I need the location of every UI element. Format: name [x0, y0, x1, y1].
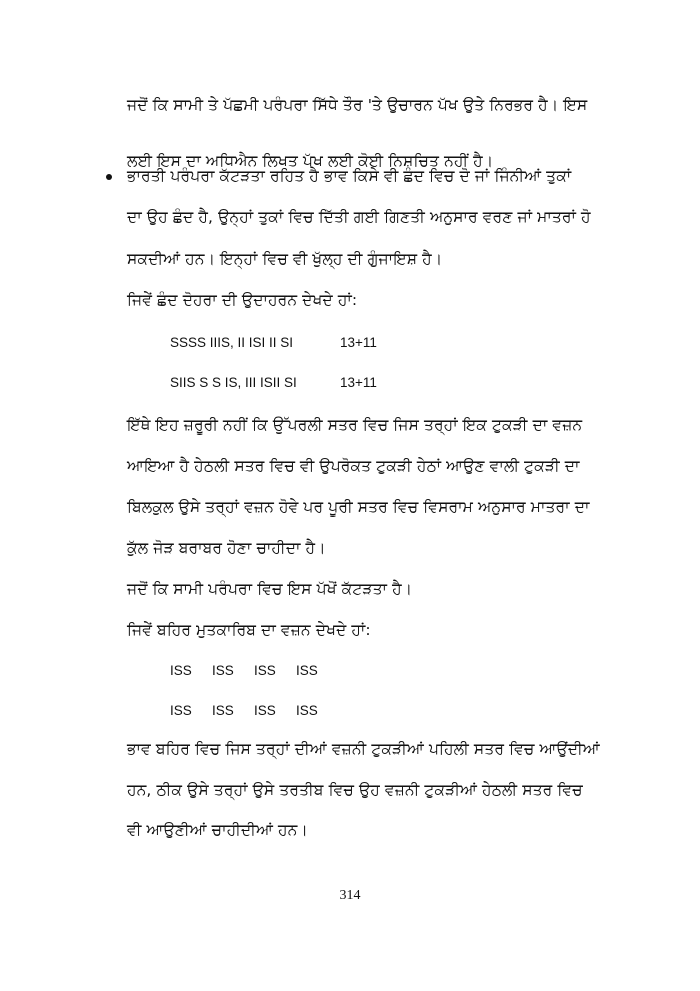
iss-unit: ISS [170, 703, 192, 718]
paragraph-line: ਹਨ, ਠੀਕ ਉਸੇ ਤਰ੍ਹਾਂ ਉਸੇ ਤਰਤੀਬ ਵਿਚ ਉਹ ਵਜ਼ਨੀ ਟੁਕੜੀਆਂ ਹੇਠਲੀ ਸਤਰ ਵਿਚ [127, 781, 583, 799]
example-intro-line: ਜਿਵੇਂ ਛੰਦ ਦੋਹਰਾ ਦੀ ਉਦਾਹਰਨ ਦੇਖਦੇ ਹਾਂ: [127, 291, 358, 309]
doha-scheme-row [170, 334, 377, 352]
mutakarib-row [170, 662, 338, 680]
doha-scheme-row [170, 374, 377, 392]
doha-meter: 13+11 [340, 335, 377, 350]
bullet-icon [106, 174, 112, 180]
paragraph-line: ਭਾਵ ਬਹਿਰ ਵਿਚ ਜਿਸ ਤਰ੍ਹਾਂ ਦੀਆਂ ਵਜ਼ਨੀ ਟੁਕੜੀਆਂ ਪਹਿਲੀ ਸਤਰ ਵਿਚ ਆਉਂਦੀਆਂ [127, 740, 600, 758]
page-number: 314 [339, 888, 361, 903]
iss-unit: ISS [254, 703, 276, 718]
iss-unit: ISS [212, 703, 234, 718]
bullet-item-line: ਸਕਦੀਆਂ ਹਨ। ਇਨ੍ਹਾਂ ਵਿਚ ਵੀ ਖੁੱਲ੍ਹ ਦੀ ਗੁੰਜਾਇਸ਼ ਹੈ। [127, 250, 443, 268]
doha-scheme: SIIS S S IS, III ISII SI [170, 375, 297, 390]
iss-unit: ISS [296, 663, 318, 678]
paragraph-line: ਆਇਆ ਹੈ ਹੇਠਲੀ ਸਤਰ ਵਿਚ ਵੀ ਉਪਰੋਕਤ ਟੁਕੜੀ ਹੇਠਾਂ ਆਉਣ ਵਾਲੀ ਟੁਕੜੀ ਦਾ [127, 457, 580, 475]
iss-unit: ISS [212, 663, 234, 678]
bullet-item-line: ਦਾ ਉਹ ਛੰਦ ਹੈ, ਉਨ੍ਹਾਂ ਤੁਕਾਂ ਵਿਚ ਦਿੱਤੀ ਗਈ ਗਿਣਤੀ ਅਨੁਸਾਰ ਵਰਣ ਜਾਂ ਮਾਤਰਾਂ ਹੋ [127, 208, 591, 226]
mutakarib-row [170, 702, 338, 720]
iss-unit: ISS [170, 663, 192, 678]
iss-unit: ISS [254, 663, 276, 678]
paragraph-line: ਜਦੋਂ ਕਿ ਸਾਮੀ ਪਰੰਪਰਾ ਵਿਚ ਇਸ ਪੱਖੋਂ ਕੱਟੜਤਾ ਹੈ। [127, 580, 413, 598]
paragraph-line: ਜਦੋਂ ਕਿ ਸਾਮੀ ਤੇ ਪੱਛਮੀ ਪਰੰਪਰਾ ਸਿੱਧੇ ਤੌਰ 'ਤੇ ਉਚਾਰਨ ਪੱਖ ਉਤੇ ਨਿਰਭਰ ਹੈ। ਇਸ [127, 96, 588, 114]
example-intro-line: ਜਿਵੇਂ ਬਹਿਰ ਮੁਤਕਾਰਿਬ ਦਾ ਵਜ਼ਨ ਦੇਖਦੇ ਹਾਂ: [127, 621, 371, 639]
paragraph-line: ਵੀ ਆਉਣੀਆਂ ਚਾਹੀਦੀਆਂ ਹਨ। [127, 821, 308, 839]
doha-meter: 13+11 [340, 375, 377, 390]
paragraph-line: ਕੁੱਲ ਜੋੜ ਬਰਾਬਰ ਹੋਣਾ ਚਾਹੀਦਾ ਹੈ। [127, 539, 326, 557]
doha-scheme: SSSS IIIS, II ISI II SI [170, 335, 294, 350]
bullet-item-line: ਭਾਰਤੀ ਪਰੰਪਰਾ ਕੱਟੜਤਾ ਰਹਿਤ ਹੈ ਭਾਵ ਕਿਸੇ ਵੀ ਛੰਦ ਵਿਚ ਦੋ ਜਾਂ ਜਿੰਨੀਆਂ ਤੁਕਾਂ [127, 167, 572, 185]
iss-unit: ISS [296, 703, 318, 718]
paragraph-line: ਬਿਲਕੁਲ ਉਸੇ ਤਰ੍ਹਾਂ ਵਜ਼ਨ ਹੋਵੇ ਪਰ ਪੂਰੀ ਸਤਰ ਵਿਚ ਵਿਸਰਾਮ ਅਨੁਸਾਰ ਮਾਤਰਾ ਦਾ [127, 498, 590, 516]
paragraph-line: ਇੱਥੇ ਇਹ ਜ਼ਰੂਰੀ ਨਹੀਂ ਕਿ ਉੱਪਰਲੀ ਸਤਰ ਵਿਚ ਜਿਸ ਤਰ੍ਹਾਂ ਇਕ ਟੁਕੜੀ ਦਾ ਵਜ਼ਨ [127, 416, 583, 434]
paragraph-line: ਲਈ ਇਸ ਦਾ ਅਧਿਐਨ ਲਿਖਤ ਪੱਖ ਲਈ ਕੋਈ ਨਿਸ਼ਚਿਤ ਨਹੀਂ ਹੈ। [127, 152, 494, 170]
